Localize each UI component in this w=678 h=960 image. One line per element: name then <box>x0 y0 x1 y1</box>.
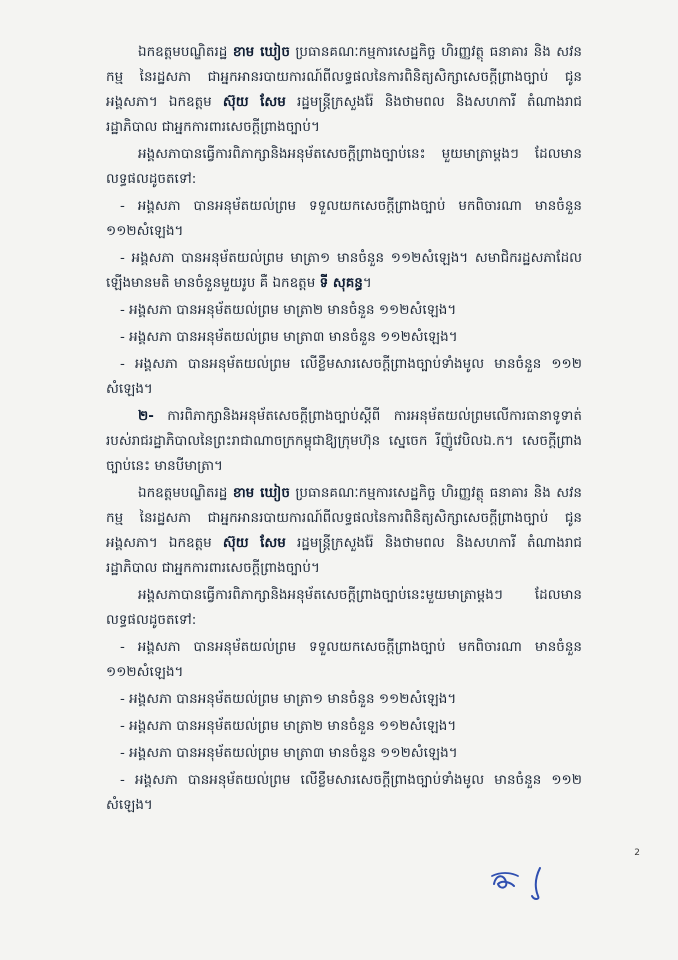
vote-result-item <box>106 635 582 685</box>
bold-name-text: ខាម ឃៀច <box>232 44 290 60</box>
paragraph-text: - អង្គសភា បានអនុម័តយល់ព្រម មាត្រា១ មានចំនួន ១១២សំឡេង។ <box>120 691 457 707</box>
paragraph-text: រដ្ឋមន្ត្រីក្រសួងរ៉ែ និងថាមពល និងសហការី តំណាងរាជរដ្ឋាភិបាល ជាអ្នកការពារសេចក្ដីព្រាងច្បាប់។ <box>106 94 582 135</box>
vote-result-item <box>106 714 582 739</box>
bold-name-text: ស៊ុយ សែម <box>222 535 286 551</box>
paragraph-text: - អង្គសភា បានអនុម័តយល់ព្រម មាត្រា៣ មានចំនួន ១១២សំឡេង។ <box>120 745 458 761</box>
body-paragraph <box>106 583 582 633</box>
handwritten-signature <box>488 862 558 902</box>
paragraph-text: - អង្គសភា បានអនុម័តយល់ព្រម មាត្រា២ មានចំនួន ១១២សំឡេង។ <box>120 718 457 734</box>
bold-name-text: ខាម ឃៀច <box>232 485 290 501</box>
paragraph-text: - អង្គសភា បានអនុម័តយល់ព្រម មាត្រា៣ មានចំនួន ១១២សំឡេង។ <box>120 329 458 345</box>
document-body <box>106 40 582 818</box>
paragraph-text: ប្រធានគណៈកម្មការសេដ្ឋកិច្ច ហិរញ្ញវត្ថុ ធនាគារ និង សវនកម្ម នៃរដ្ឋសភា ជាអ្នកអានរបាយការណ៍ពីលទ្ធផលនៃការពិនិត្យសិក្សាសេចក្ដីព្រាងច្បាប់ ជូនអង្គសភា។ ឯកឧត្តម <box>106 44 582 110</box>
paragraph-text: ការពិភាក្សានិងអនុម័តសេចក្ដីព្រាងច្បាប់ស្ដីពី ការអនុម័តយល់ព្រមលើការធានាទូទាត់របស់រាជរដ្ឋាភិបាលនៃព្រះរាជាណាចក្រកម្ពុជាឱ្យក្រុមហ៊ុន ស្នេចេក រីញ៉ូវេបិលឯ.ក។ សេចក្ដីព្រាងច្បាប់នេះ មានបីមាត្រា។ <box>106 408 582 474</box>
paragraph-text: - អង្គសភា បានអនុម័តយល់ព្រម លើខ្លឹមសារសេចក្ដីព្រាងច្បាប់ទាំងមូល មានចំនួន ១១២ សំឡេង។ <box>106 772 582 813</box>
paragraph-text: ឯកឧត្តមបណ្ឌិតរដ្ឋ <box>138 44 233 60</box>
vote-result-item <box>106 741 582 766</box>
paragraph-text: - អង្គសភា បានអនុម័តយល់ព្រម មាត្រា១ មានចំនួន ១១២សំឡេង។ សមាជិករដ្ឋសភាដែលឡើងមានមតិ មានចំនួនមួយរូប គឺ ឯកឧត្តម <box>106 250 582 291</box>
paragraph-text: - អង្គសភា បានអនុម័តយល់ព្រម ទទួលយកសេចក្ដីព្រាងច្បាប់ មកពិចារណា មានចំនួន ១១២សំឡេង។ <box>106 198 582 239</box>
vote-result-item <box>106 325 582 350</box>
paragraph-text: - អង្គសភា បានអនុម័តយល់ព្រម ទទួលយកសេចក្ដីព្រាងច្បាប់ មកពិចារណា មានចំនួន ១១២សំឡេង។ <box>106 639 582 680</box>
paragraph-text: រដ្ឋមន្ត្រីក្រសួងរ៉ែ និងថាមពល និងសហការី តំណាងរាជរដ្ឋាភិបាល ជាអ្នកការពារសេចក្ដីព្រាងច្បាប់។ <box>106 535 582 576</box>
vote-result-item <box>106 687 582 712</box>
vote-result-item <box>106 246 582 296</box>
paragraph-text: ។ <box>362 275 372 291</box>
paragraph-text: អង្គសភាបានធ្វើការពិភាក្សានិងអនុម័តសេចក្ដីព្រាងច្បាប់នេះមួយមាត្រាម្ដងៗ ដែលមានលទ្ធផលដូចតទៅ: <box>106 587 582 628</box>
paragraph-text: - អង្គសភា បានអនុម័តយល់ព្រម លើខ្លឹមសារសេចក្ដីព្រាងច្បាប់ទាំងមូល មានចំនួន ១១២ សំឡេង។ <box>106 356 582 397</box>
body-paragraph <box>106 481 582 581</box>
paragraph-text: - អង្គសភា បានអនុម័តយល់ព្រម មាត្រា២ មានចំនួន ១១២សំឡេង។ <box>120 302 457 318</box>
paragraph-text: ឯកឧត្តមបណ្ឌិតរដ្ឋ <box>138 485 233 501</box>
body-paragraph <box>106 40 582 140</box>
vote-result-item <box>106 768 582 818</box>
bold-name-text: ស៊ុយ សែម <box>222 94 286 110</box>
page-number: 2 <box>634 848 640 858</box>
vote-result-item <box>106 194 582 244</box>
vote-result-item <box>106 298 582 323</box>
bold-name-text: ទី សុគន្ធ <box>319 275 363 291</box>
section-heading <box>106 404 582 479</box>
body-paragraph <box>106 142 582 192</box>
paragraph-text: ប្រធានគណៈកម្មការសេដ្ឋកិច្ច ហិរញ្ញវត្ថុ ធនាគារ និង សវនកម្ម នៃរដ្ឋសភា ជាអ្នកអានរបាយការណ៍ពីលទ្ធផលនៃការពិនិត្យសិក្សាសេចក្ដីព្រាងច្បាប់ ជូនអង្គសភា។ ឯកឧត្តម <box>106 485 582 551</box>
paragraph-text: អង្គសភាបានធ្វើការពិភាក្សានិងអនុម័តសេចក្ដីព្រាងច្បាប់នេះ មួយមាត្រាម្ដងៗ ដែលមានលទ្ធផលដូចតទៅ: <box>106 146 582 187</box>
vote-result-item <box>106 352 582 402</box>
bold-name-text: ២- <box>138 408 154 424</box>
